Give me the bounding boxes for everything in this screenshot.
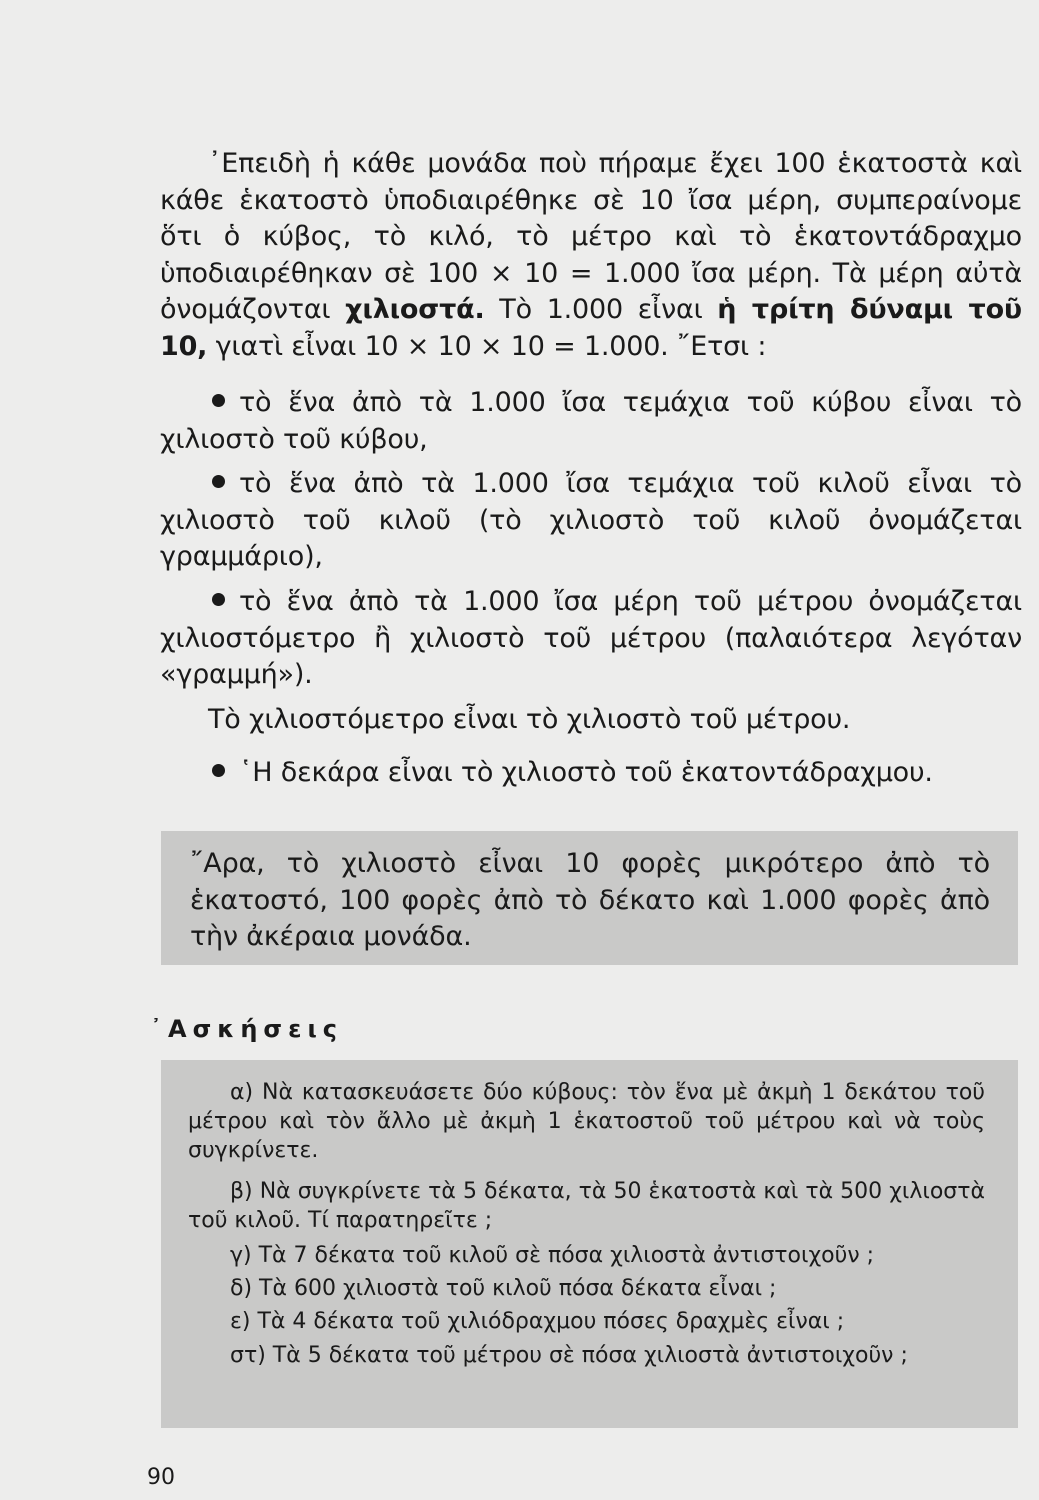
summary-text: ῎Αρα, τὸ χιλιοστὸ εἶναι 10 φορὲς μικρότερο ἀπὸ τὸ ἑκατοστό, 100 φορὲς ἀπὸ τὸ δέκατο καὶ 1.000 φορὲς ἀπὸ τὴν ἀκέραια μονάδα. <box>190 848 990 952</box>
bullet-text: τὸ ἕνα ἀπὸ τὰ 1.000 ἴσα μέρη τοῦ μέτρου ὀνομάζεται χιλιοστόμετρο ἢ χιλιοστὸ τοῦ μέτρου (παλαιότερα λεγόταν «γραμμή»). <box>160 586 1022 690</box>
intro-text-2: Τὸ 1.000 εἶναι <box>499 294 703 325</box>
millimetre-statement <box>160 702 1022 739</box>
exercise-b <box>188 1177 985 1235</box>
exercise-d <box>188 1274 985 1303</box>
exercise-text: Νὰ κατασκευάσετε δύο κύβους: τὸν ἕνα μὲ ἀκμὴ 1 δεκάτου τοῦ μέτρου καὶ τὸν ἄλλο μὲ ἀκμὴ 1 ἑκατοστοῦ τοῦ μέτρου καὶ νὰ τοὺς συγκρίνετε. <box>188 1080 986 1163</box>
bullet-icon <box>212 475 225 488</box>
bullet-item-metre <box>160 584 1022 694</box>
exercise-text: Τὰ 7 δέκατα τοῦ κιλοῦ σὲ πόσα χιλιοστὰ ἀντιστοιχοῦν ; <box>258 1243 875 1268</box>
intro-text-3: γιατὶ εἶναι 10 × 10 × 10 = 1.000. ῎Ετσι : <box>215 330 767 362</box>
dekara-statement <box>160 755 1022 792</box>
exercise-e <box>188 1307 985 1336</box>
bullet-text: τὸ ἕνα ἀπὸ τὰ 1.000 ἴσα τεμάχια τοῦ κιλοῦ εἶναι τὸ χιλιοστὸ τοῦ κιλοῦ (τὸ χιλιοστὸ τοῦ κιλοῦ ὀνομάζεται γραμμάριο), <box>160 468 1022 572</box>
exercise-f <box>188 1341 985 1370</box>
exercise-text: Τὰ 5 δέκατα τοῦ μέτρου σὲ πόσα χιλιοστὰ ἀντιστοιχοῦν ; <box>272 1343 908 1368</box>
exercise-text: Τὰ 4 δέκατα τοῦ χιλιόδραχμου πόσες δραχμὲς εἶναι ; <box>257 1309 845 1334</box>
exercises-heading: ᾿Ασκήσεις <box>150 1015 344 1043</box>
exercise-text: Τὰ 600 χιλιοστὰ τοῦ κιλοῦ πόσα δέκατα εἶναι ; <box>259 1276 777 1301</box>
bullet-icon <box>212 394 225 407</box>
page-number: 90 <box>147 1465 175 1490</box>
exercise-label: δ) <box>230 1276 253 1301</box>
exercise-a <box>188 1078 985 1165</box>
bullet-text: τὸ ἕνα ἀπὸ τὰ 1.000 ἴσα τεμάχια τοῦ κύβου εἶναι τὸ χιλιοστὸ τοῦ κύβου, <box>160 387 1022 455</box>
term-millimetres: χιλιοστά. <box>345 294 485 325</box>
bullet-item-cube <box>160 385 1022 458</box>
dekara-text: ῾Η δεκάρα εἶναι τὸ χιλιοστὸ τοῦ ἑκατοντάδραχμου. <box>239 757 933 788</box>
term-third-power: ἡ τρίτη δύναμι τοῦ 10, <box>160 294 1022 362</box>
bullet-icon <box>212 764 225 777</box>
exercise-text: Νὰ συγκρίνετε τὰ 5 δέκατα, τὰ 50 ἑκατοστὰ καὶ τὰ 500 χιλιοστὰ τοῦ κιλοῦ. Τί παρατηρεῖτε ; <box>188 1179 985 1233</box>
millimetre-text: Τὸ χιλιοστόμετρο εἶναι τὸ χιλιοστὸ τοῦ μέτρου. <box>208 704 851 735</box>
bullet-icon <box>212 593 225 606</box>
exercise-label: στ) <box>230 1343 266 1368</box>
intro-text-1: ᾿Επειδὴ ἡ κάθε μονάδα ποὺ πήραμε ἔχει 100 ἑκατοστὰ καὶ κάθε ἑκατοστὸ ὑποδιαιρέθηκε σὲ 10 ἴσα μέρη, συμπεραίνομε ὅτι ὁ κύβος, τὸ κιλό, τὸ μέτρο καὶ τὸ ἑκατοντάδραχμο ὑποδιαιρέθηκαν σὲ 100 × 10 = 1.000 ἴσα μέρη. Τὰ μέρη αὐτὰ ὀνομάζονται <box>160 148 1022 325</box>
exercise-c <box>188 1241 985 1270</box>
intro-paragraph <box>160 146 1022 365</box>
exercise-label: γ) <box>230 1243 252 1268</box>
bullet-item-kilo <box>160 466 1022 576</box>
exercise-label: ε) <box>230 1309 251 1334</box>
exercise-label: β) <box>230 1179 253 1204</box>
exercise-label: α) <box>230 1080 254 1105</box>
